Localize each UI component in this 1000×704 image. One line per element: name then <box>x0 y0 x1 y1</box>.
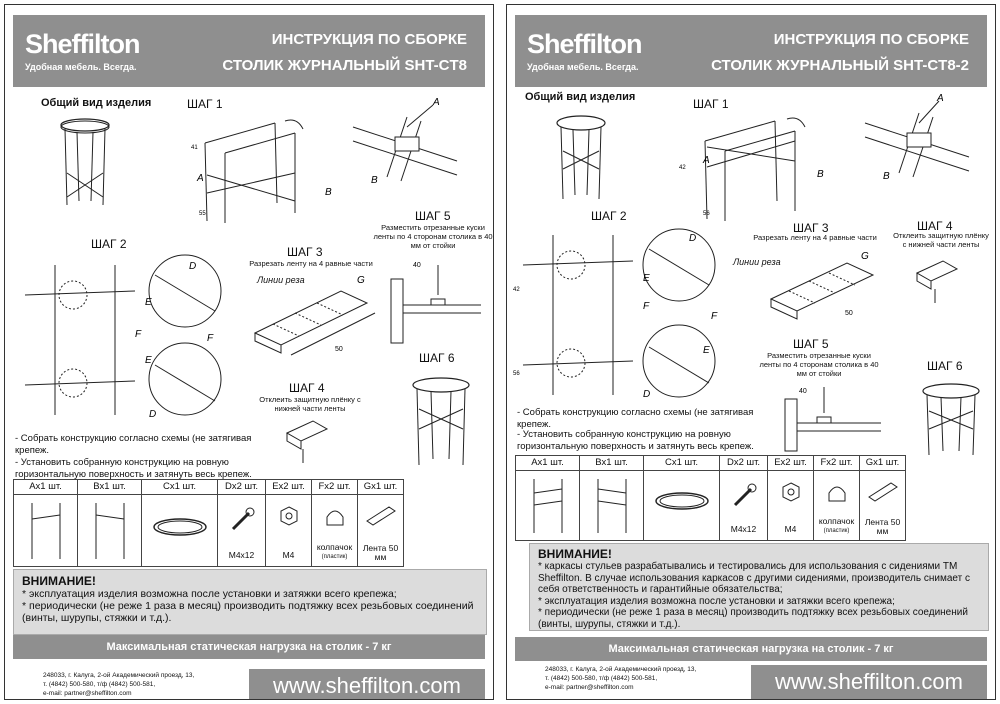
part-f-cell <box>312 495 358 567</box>
cut-lines-label: Линии реза <box>257 275 305 285</box>
max-load-banner: Максимальная статическая нагрузка на столик - 7 кг <box>515 637 987 661</box>
part-g-header: Gx1 шт. <box>358 480 404 495</box>
step-1-drawing <box>191 113 335 225</box>
warning-title: ВНИМАНИЕ! <box>538 547 612 561</box>
cap-nut-icon <box>323 505 347 527</box>
tape-icon <box>365 503 397 527</box>
frame-b-icon <box>90 499 130 563</box>
step-1-drawing <box>675 111 825 223</box>
part-d-cell <box>218 495 266 567</box>
step-3-label: ШАГ 3 <box>793 221 829 235</box>
step-6-drawing <box>917 377 985 459</box>
svg-text:A: A <box>703 155 710 166</box>
part-f-caption: колпачок <box>316 542 353 552</box>
step-5-drawing <box>385 255 485 345</box>
step-4-note: Отклеить защитную плёнку с нижней части ленты <box>893 231 989 249</box>
part-f-caption: колпачок <box>818 516 855 526</box>
part-e-header: Ex2 шт. <box>768 456 814 471</box>
part-c-header: Cx1 шт. <box>644 456 720 471</box>
svg-text:F: F <box>643 301 650 312</box>
instruction-2: - Установить собранную конструкцию на ровную горизонтальную поверхность и затянуть весь крепеж. <box>517 429 754 452</box>
svg-text:42: 42 <box>679 165 686 171</box>
warning-item-2: * эксплуатация изделия возможна после установки и затяжки всего крепежа; <box>538 595 895 607</box>
svg-text:D: D <box>189 261 197 272</box>
step-5-drawing <box>777 383 887 453</box>
sheet-title: ИНСТРУКЦИЯ ПО СБОРКЕ <box>773 31 969 48</box>
part-d-caption: M4x12 <box>228 550 255 560</box>
step-3-note: Разрезать ленту на 4 равные части <box>249 259 373 268</box>
part-e-cell <box>266 495 312 567</box>
step-4-note: Отклеить защитную плёнку с нижней части ленты <box>259 395 361 413</box>
step-3-note: Разрезать ленту на 4 равные части <box>753 233 877 242</box>
instruction-2: - Установить собранную конструкцию на ровную горизонтальную поверхность и затянуть весь крепеж. <box>15 457 252 480</box>
step-1-detail-drawing <box>859 93 979 183</box>
part-f-header: Fx2 шт. <box>312 480 358 495</box>
instruction-1: - Собрать конструкцию согласно схемы (не затягивая крепеж. <box>15 433 252 456</box>
svg-text:E: E <box>145 297 152 308</box>
part-a-cell <box>14 495 78 567</box>
part-e-caption: M4 <box>784 524 797 534</box>
svg-text:42: 42 <box>513 287 520 293</box>
product-title: СТОЛИК ЖУРНАЛЬНЫЙ SHT-CT8 <box>222 57 467 74</box>
sheet-title: ИНСТРУКЦИЯ ПО СБОРКЕ <box>271 31 467 48</box>
step-3-drawing <box>767 249 887 329</box>
step-4-label: ШАГ 4 <box>917 219 953 233</box>
svg-text:50: 50 <box>335 346 343 353</box>
warning-box <box>529 543 989 631</box>
step-2-drawing <box>513 225 733 405</box>
part-f-sub: (пластик) <box>321 554 348 560</box>
sheet-header <box>13 15 485 87</box>
part-b-header: Bx1 шт. <box>78 480 142 495</box>
svg-text:E: E <box>643 273 650 284</box>
svg-text:56: 56 <box>703 211 710 217</box>
part-e-cell <box>768 471 814 541</box>
warning-item-3: * периодически (не реже 1 раза в месяц) производить подтяжку всех резьбовых соединений (винты, шурупы, стяжки и т.д.). <box>538 607 968 630</box>
part-g-header: Gx1 шт. <box>860 456 906 471</box>
step-4-drawing <box>913 257 963 307</box>
svg-text:40: 40 <box>413 262 421 269</box>
brand-logo: Sheffilton <box>527 29 642 59</box>
step-1-label: ШАГ 1 <box>693 97 729 111</box>
cap-nut-icon <box>825 481 849 503</box>
step-2-drawing <box>15 255 235 425</box>
part-a-cell <box>516 471 580 541</box>
general-view-drawing <box>55 113 115 209</box>
svg-text:56: 56 <box>513 371 520 377</box>
max-load-banner: Максимальная статическая нагрузка на столик - 7 кг <box>13 635 485 659</box>
svg-text:40: 40 <box>799 388 807 395</box>
part-f-cell <box>814 471 860 541</box>
part-b-cell <box>78 495 142 567</box>
warning-item-2: * периодически (не реже 1 раза в месяц) производить подтяжку всех резьбовых соединений (винты, шурупы, стяжки и т.д.). <box>22 600 474 624</box>
tape-icon <box>867 479 899 503</box>
step-2-label: ШАГ 2 <box>91 237 127 251</box>
part-f-sub: (пластик) <box>823 528 850 534</box>
brand-slogan: Удобная мебель. Всегда. <box>25 62 137 72</box>
part-c-cell <box>142 495 218 567</box>
svg-text:A: A <box>937 93 944 104</box>
step-5-label: ШАГ 5 <box>793 337 829 351</box>
general-view-label: Общий вид изделия <box>41 97 152 109</box>
step-6-drawing <box>407 369 475 469</box>
part-e-caption: M4 <box>282 550 295 560</box>
instruction-sheet-sht-ct8-2 <box>506 4 996 700</box>
part-a-header: Ax1 шт. <box>14 480 78 495</box>
warning-title: ВНИМАНИЕ! <box>22 574 96 588</box>
ring-c-icon <box>150 513 210 553</box>
screw-icon <box>729 481 759 511</box>
part-b-header: Bx1 шт. <box>580 456 644 471</box>
svg-text:B: B <box>883 171 890 182</box>
part-g-caption: Лента 50 мм <box>362 543 399 562</box>
svg-text:F: F <box>135 329 142 340</box>
part-c-header: Cx1 шт. <box>142 480 218 495</box>
step-5-note: Разместить отрезанные куски ленты по 4 сторонам столика в 40 мм от стойки <box>759 351 879 378</box>
frame-a-icon <box>26 499 66 563</box>
part-d-cell <box>720 471 768 541</box>
company-address: 248033, г. Калуга, 2-ой Академический проезд, 13, т. (4842) 500-580, т/ф (4842) 500-581, e-mail: partner@sheffilton.com <box>545 666 697 691</box>
part-a-header: Ax1 шт. <box>516 456 580 471</box>
part-d-header: Dx2 шт. <box>720 456 768 471</box>
part-b-cell <box>580 471 644 541</box>
step-6-label: ШАГ 6 <box>927 359 963 373</box>
step-3-label: ШАГ 3 <box>287 245 323 259</box>
step-1-label: ШАГ 1 <box>187 97 223 111</box>
nut-icon <box>278 505 300 527</box>
nut-icon <box>780 481 802 503</box>
step-5-label: ШАГ 5 <box>415 209 451 223</box>
step-4-drawing <box>283 417 333 467</box>
parts-table <box>515 455 906 541</box>
cut-lines-label: Линии реза <box>733 257 781 267</box>
svg-text:G: G <box>357 275 365 286</box>
svg-text:B: B <box>325 187 332 198</box>
part-d-header: Dx2 шт. <box>218 480 266 495</box>
parts-table <box>13 479 404 567</box>
screw-icon <box>227 505 257 535</box>
website-link[interactable]: www.sheffilton.com <box>249 669 485 700</box>
frame-a-icon <box>528 475 568 537</box>
svg-text:A: A <box>197 173 204 184</box>
website-link[interactable]: www.sheffilton.com <box>751 665 987 699</box>
brand-logo: Sheffilton <box>25 29 140 59</box>
step-4-label: ШАГ 4 <box>289 381 325 395</box>
svg-text:D: D <box>643 389 651 400</box>
svg-text:D: D <box>149 409 157 420</box>
svg-text:41: 41 <box>191 145 198 151</box>
part-e-header: Ex2 шт. <box>266 480 312 495</box>
instruction-sheet-sht-ct8 <box>4 4 494 700</box>
warning-item-1: * эксплуатация изделия возможна после установки и затяжки всего крепежа; <box>22 588 397 600</box>
svg-text:G: G <box>861 251 869 262</box>
svg-text:F: F <box>711 311 718 322</box>
svg-text:D: D <box>689 233 697 244</box>
step-3-drawing <box>251 273 381 363</box>
product-title: СТОЛИК ЖУРНАЛЬНЫЙ SHT-CT8-2 <box>711 57 969 74</box>
svg-text:55: 55 <box>199 211 206 217</box>
part-g-cell <box>358 495 404 567</box>
general-view-label: Общий вид изделия <box>525 91 636 103</box>
warning-box <box>13 569 487 635</box>
company-address: 248033, г. Калуга, 2-ой Академический проезд, 13, т. (4842) 500-580, т/ф (4842) 500-581, e-mail: partner@sheffilton.com <box>43 672 195 697</box>
svg-text:E: E <box>703 345 710 356</box>
step-5-note: Разместить отрезанные куски ленты по 4 сторонам столика в 40 мм от стойки <box>373 223 493 250</box>
part-g-cell <box>860 471 906 541</box>
svg-text:E: E <box>145 355 152 366</box>
brand-slogan: Удобная мебель. Всегда. <box>527 62 639 72</box>
step-6-label: ШАГ 6 <box>419 351 455 365</box>
part-c-cell <box>644 471 720 541</box>
svg-text:50: 50 <box>845 310 853 317</box>
warning-item-1: * каркасы стульев разрабатывались и тестировались для использования с сидениями ТМ Sheffilton. В случае использования каркасов с другими сидениями, производитель снимает с себя ответственность и гарантийные обязательства; <box>538 561 970 595</box>
svg-text:F: F <box>207 333 214 344</box>
part-d-caption: M4x12 <box>730 524 757 534</box>
general-view-drawing <box>551 111 611 203</box>
part-g-caption: Лента 50 мм <box>864 517 901 536</box>
step-1-detail-drawing <box>347 97 467 187</box>
step-2-label: ШАГ 2 <box>591 209 627 223</box>
sheet-header <box>515 15 987 87</box>
ring-c-icon <box>652 487 712 527</box>
svg-text:B: B <box>817 169 824 180</box>
svg-text:B: B <box>371 175 378 186</box>
frame-b-icon <box>592 475 632 537</box>
part-f-header: Fx2 шт. <box>814 456 860 471</box>
instruction-1: - Собрать конструкцию согласно схемы (не затягивая крепеж. <box>517 407 754 430</box>
svg-text:A: A <box>433 97 440 108</box>
